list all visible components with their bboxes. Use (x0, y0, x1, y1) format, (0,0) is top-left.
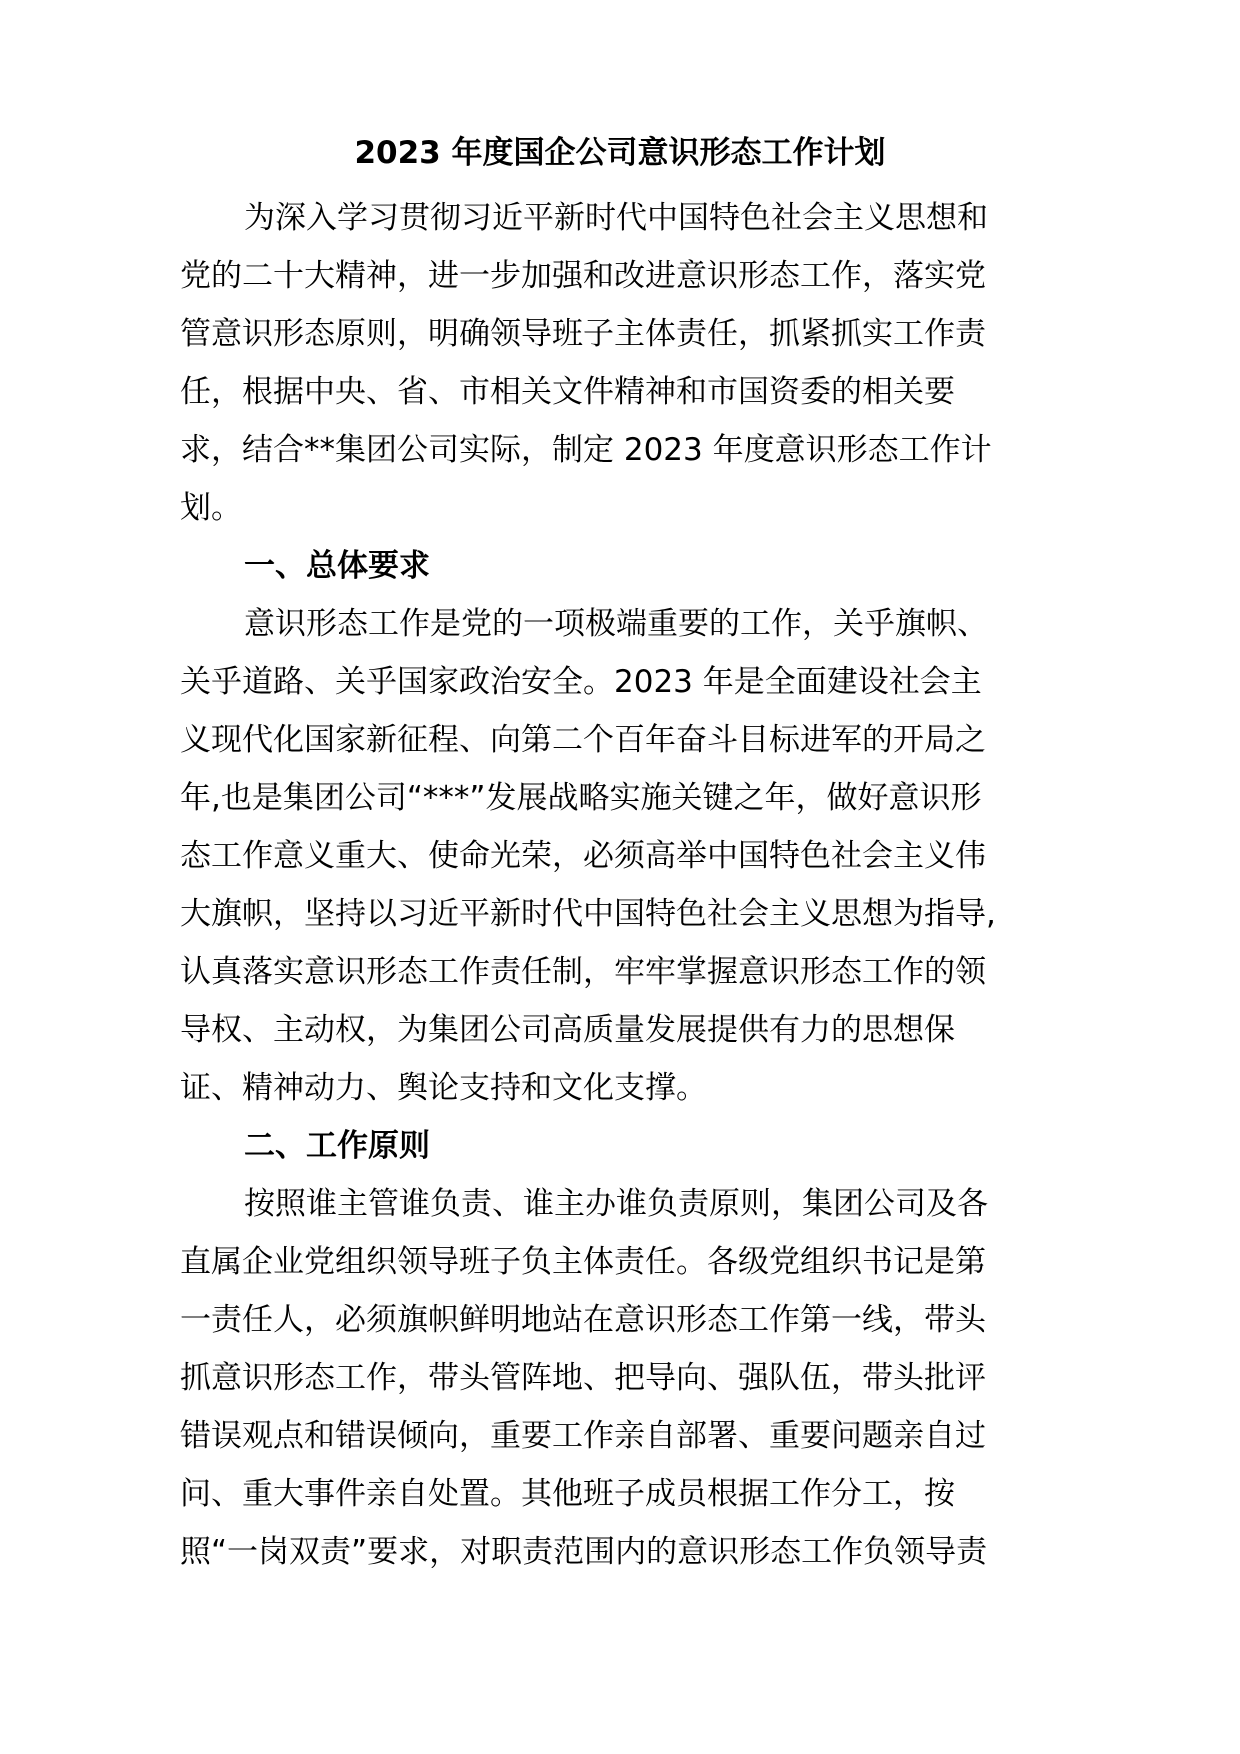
section2-line: 错误观点和错误倾向，重要工作亲自部署、重要问题亲自过 (180, 1418, 986, 1454)
intro-line: 为深入学习贯彻习近平新时代中国特色社会主义思想和 (244, 200, 988, 236)
section-heading-general-requirements: 一、总体要求 (244, 548, 430, 584)
section2-line: 抓意识形态工作，带头管阵地、把导向、强队伍，带头批评 (180, 1360, 986, 1396)
section1-line: 认真落实意识形态工作责任制，牢牢掌握意识形态工作的领 (180, 954, 986, 990)
section2-line: 一责任人，必须旗帜鲜明地站在意识形态工作第一线，带头 (180, 1302, 986, 1338)
section-heading-work-principles: 二、工作原则 (244, 1128, 430, 1164)
section1-line: 大旗帜，坚持以习近平新时代中国特色社会主义思想为指导, (180, 896, 996, 932)
section2-line: 问、重大事件亲自处置。其他班子成员根据工作分工，按 (180, 1476, 955, 1512)
section1-line: 态工作意义重大、使命光荣，必须高举中国特色社会主义伟 (180, 838, 986, 874)
section1-line: 意识形态工作是党的一项极端重要的工作，关乎旗帜、 (244, 606, 988, 642)
section1-line: 导权、主动权，为集团公司高质量发展提供有力的思想保 (180, 1012, 955, 1048)
document-title: 2023 年度国企公司意识形态工作计划 (354, 135, 886, 171)
section1-line: 证、精神动力、舆论支持和文化支撑。 (180, 1070, 707, 1106)
section1-line: 年,也是集团公司“***”发展战略实施关键之年，做好意识形 (180, 780, 982, 816)
section2-line: 直属企业党组织领导班子负主体责任。各级党组织书记是第 (180, 1244, 986, 1280)
intro-line: 任，根据中央、省、市相关文件精神和市国资委的相关要 (180, 374, 955, 410)
section2-line: 按照谁主管谁负责、谁主办谁负责原则，集团公司及各 (244, 1186, 988, 1222)
intro-line: 划。 (180, 490, 242, 526)
section2-line: 照“一岗双责”要求，对职责范围内的意识形态工作负领导责 (180, 1534, 988, 1570)
intro-line: 求，结合**集团公司实际，制定 2023 年度意识形态工作计 (180, 432, 992, 468)
document-body (180, 189, 1060, 1581)
intro-line: 管意识形态原则，明确领导班子主体责任，抓紧抓实工作责 (180, 316, 986, 352)
intro-line: 党的二十大精神，进一步加强和改进意识形态工作，落实党 (180, 258, 986, 294)
section1-line: 义现代化国家新征程、向第二个百年奋斗目标进军的开局之 (180, 722, 986, 758)
section1-line: 关乎道路、关乎国家政治安全。2023 年是全面建设社会主 (180, 664, 982, 700)
